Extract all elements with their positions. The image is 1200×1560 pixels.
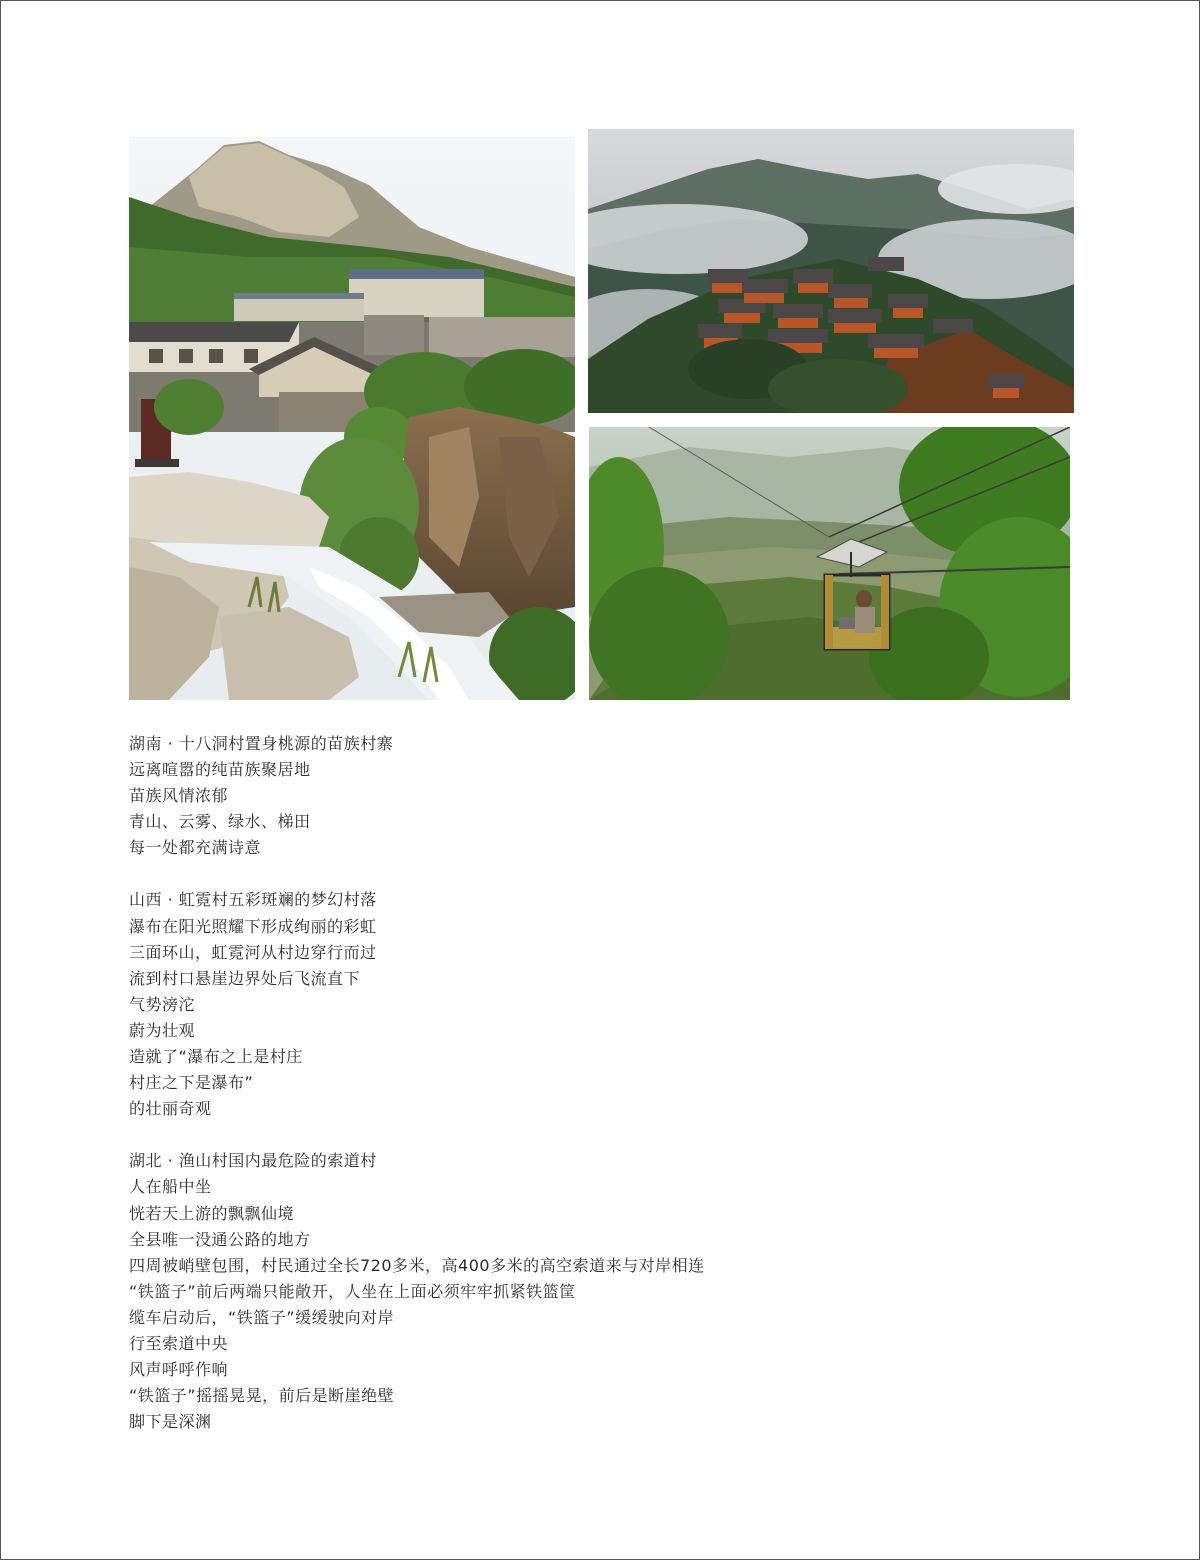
text-line: 气势滂沱: [129, 994, 196, 1014]
text-line: 蔚为壮观: [129, 1020, 196, 1040]
text-line: 苗族风情浓郁: [129, 786, 229, 806]
text-line: “铁篮子”前后两端只能敞开，人坐在上面必须牢牢抓紧铁篮筐: [129, 1281, 576, 1301]
text-line: 山西 · 虹霓村五彩斑斓的梦幻村落: [129, 890, 377, 910]
text-line: 恍若天上游的飘飘仙境: [129, 1203, 295, 1223]
text-line: 人在船中坐: [129, 1177, 212, 1197]
text-line: 每一处都充满诗意: [129, 838, 262, 858]
text-line: 四周被峭壁包围，村民通过全长720多米，高400多米的高空索道来与对岸相连: [129, 1255, 705, 1275]
text-line: 瀑布在阳光照耀下形成绚丽的彩虹: [129, 916, 377, 936]
cableway-basket-photo: [589, 427, 1070, 700]
text-line: 湖北 · 渔山村国内最危险的索道村: [129, 1151, 377, 1171]
text-line: 全县唯一没通公路的地方: [129, 1229, 311, 1249]
text-line: 三面环山，虹霓河从村边穿行而过: [129, 942, 377, 962]
text-line: 的壮丽奇观: [129, 1099, 212, 1119]
paragraph-hongni: [129, 887, 829, 1122]
text-line: 造就了“瀑布之上是村庄: [129, 1047, 303, 1067]
text-line: 行至索道中央: [129, 1333, 229, 1353]
text-line: 远离喧嚣的纯苗族聚居地: [129, 760, 311, 780]
waterfall-village-photo: [129, 137, 575, 700]
text-line: 流到村口悬崖边界处后飞流直下: [129, 968, 361, 988]
paragraph-shibadong: [129, 731, 829, 861]
text-line: 村庄之下是瀑布”: [129, 1073, 254, 1093]
text-line: 湖南 · 十八洞村置身桃源的苗族村寨: [129, 734, 394, 753]
waterfall-village-illustration: [129, 137, 575, 700]
text-line: “铁篮子”摇摇晃晃，前后是断崖绝壁: [129, 1386, 395, 1406]
misty-village-illustration: [588, 129, 1074, 413]
paragraph-yushan: [129, 1148, 829, 1435]
text-line: 青山、云雾、绿水、梯田: [129, 812, 311, 832]
text-line: 脚下是深渊: [129, 1412, 212, 1432]
text-line: 缆车启动后，“铁篮子”缓缓驶向对岸: [129, 1307, 395, 1327]
cableway-illustration: [589, 427, 1070, 700]
article-text: [129, 731, 829, 1461]
text-line: 风声呼呼作响: [129, 1360, 229, 1380]
misty-miao-village-photo: [588, 129, 1074, 413]
